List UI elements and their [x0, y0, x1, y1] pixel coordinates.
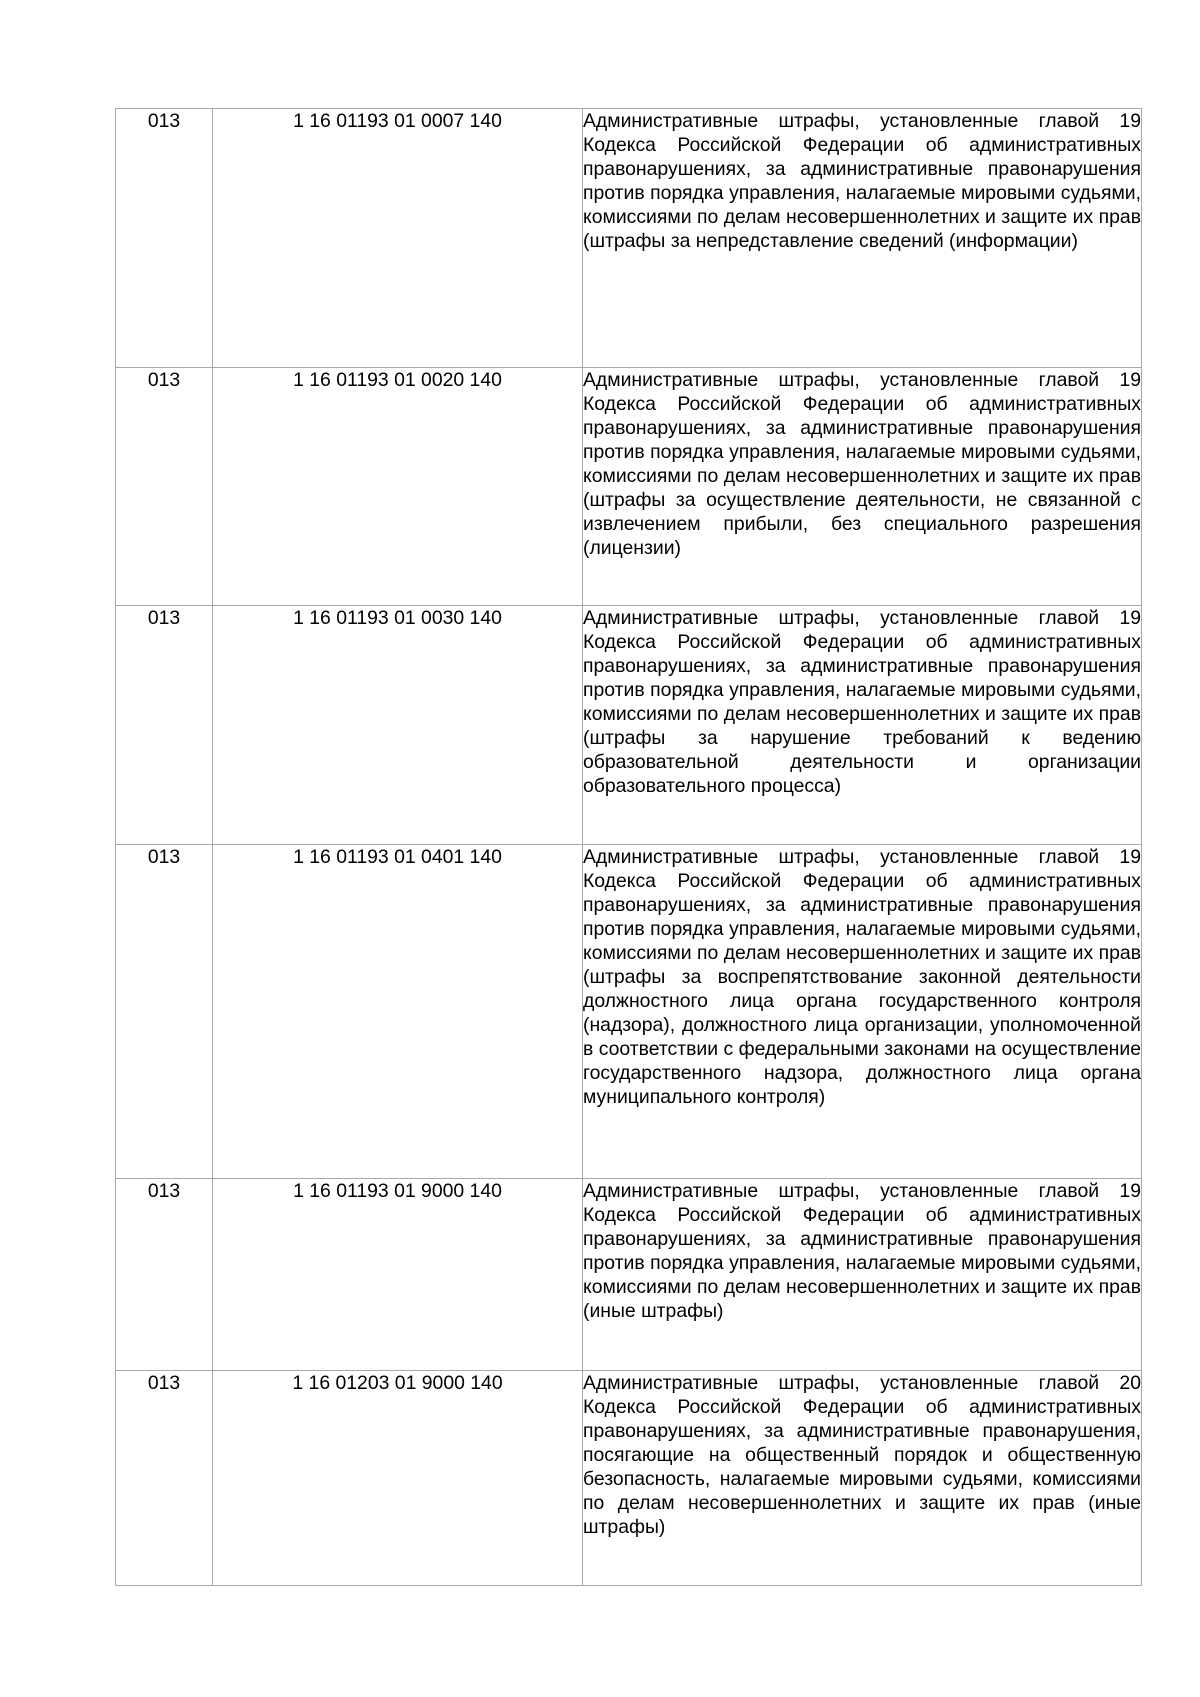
- budget-code-cell: 1 16 01193 01 0020 140: [213, 368, 583, 606]
- table-row: [116, 368, 1142, 606]
- budget-code-cell: 1 16 01193 01 0030 140: [213, 606, 583, 845]
- admin-code-cell: 013: [116, 368, 213, 606]
- table-row: [116, 845, 1142, 1179]
- revenue-name-cell: Административные штрафы, установленные главой 19 Кодекса Российской Федерации об административных правонарушениях, за административные правонарушения против порядка управления, налагаемые мировыми судьями, комиссиями по делам несовершеннолетних и защите их прав (штрафы за воспрепятствование законной деятельности должностного лица органа государственного контроля (надзора), должностного лица организации, уполномоченной в соответствии с федеральными законами на осуществление государственного надзора, должностного лица органа муниципального контроля): [583, 845, 1142, 1179]
- revenue-name-cell: Административные штрафы, установленные главой 19 Кодекса Российской Федерации об административных правонарушениях, за административные правонарушения против порядка управления, налагаемые мировыми судьями, комиссиями по делам несовершеннолетних и защите их прав (иные штрафы): [583, 1179, 1142, 1371]
- budget-code-cell: 1 16 01193 01 9000 140: [213, 1179, 583, 1371]
- admin-code-cell: 013: [116, 109, 213, 368]
- table-row: [116, 606, 1142, 845]
- table-row: [116, 109, 1142, 368]
- revenue-name-cell: Административные штрафы, установленные главой 19 Кодекса Российской Федерации об административных правонарушениях, за административные правонарушения против порядка управления, налагаемые мировыми судьями, комиссиями по делам несовершеннолетних и защите их прав (штрафы за осуществление деятельности, не связанной с извлечением прибыли, без специального разрешения (лицензии): [583, 368, 1142, 606]
- revenue-name-cell: Административные штрафы, установленные главой 19 Кодекса Российской Федерации об административных правонарушениях, за административные правонарушения против порядка управления, налагаемые мировыми судьями, комиссиями по делам несовершеннолетних и защите их прав (штрафы за непредставление сведений (информации): [583, 109, 1142, 368]
- revenue-name-cell: Административные штрафы, установленные главой 20 Кодекса Российской Федерации об административных правонарушениях, за административные правонарушения, посягающие на общественный порядок и общественную безопасность, налагаемые мировыми судьями, комиссиями по делам несовершеннолетних и защите их прав (иные штрафы): [583, 1371, 1142, 1586]
- admin-code-cell: 013: [116, 606, 213, 845]
- budget-code-cell: 1 16 01193 01 0401 140: [213, 845, 583, 1179]
- budget-code-cell: 1 16 01203 01 9000 140: [213, 1371, 583, 1586]
- table-row: [116, 1179, 1142, 1371]
- admin-code-cell: 013: [116, 1371, 213, 1586]
- admin-code-cell: 013: [116, 1179, 213, 1371]
- revenue-name-cell: Административные штрафы, установленные главой 19 Кодекса Российской Федерации об административных правонарушениях, за административные правонарушения против порядка управления, налагаемые мировыми судьями, комиссиями по делам несовершеннолетних и защите их прав (штрафы за нарушение требований к ведению образовательной деятельности и организации образовательного процесса): [583, 606, 1142, 845]
- admin-code-cell: 013: [116, 845, 213, 1179]
- table-row: [116, 1371, 1142, 1586]
- budget-codes-table: [115, 108, 1142, 1586]
- budget-code-cell: 1 16 01193 01 0007 140: [213, 109, 583, 368]
